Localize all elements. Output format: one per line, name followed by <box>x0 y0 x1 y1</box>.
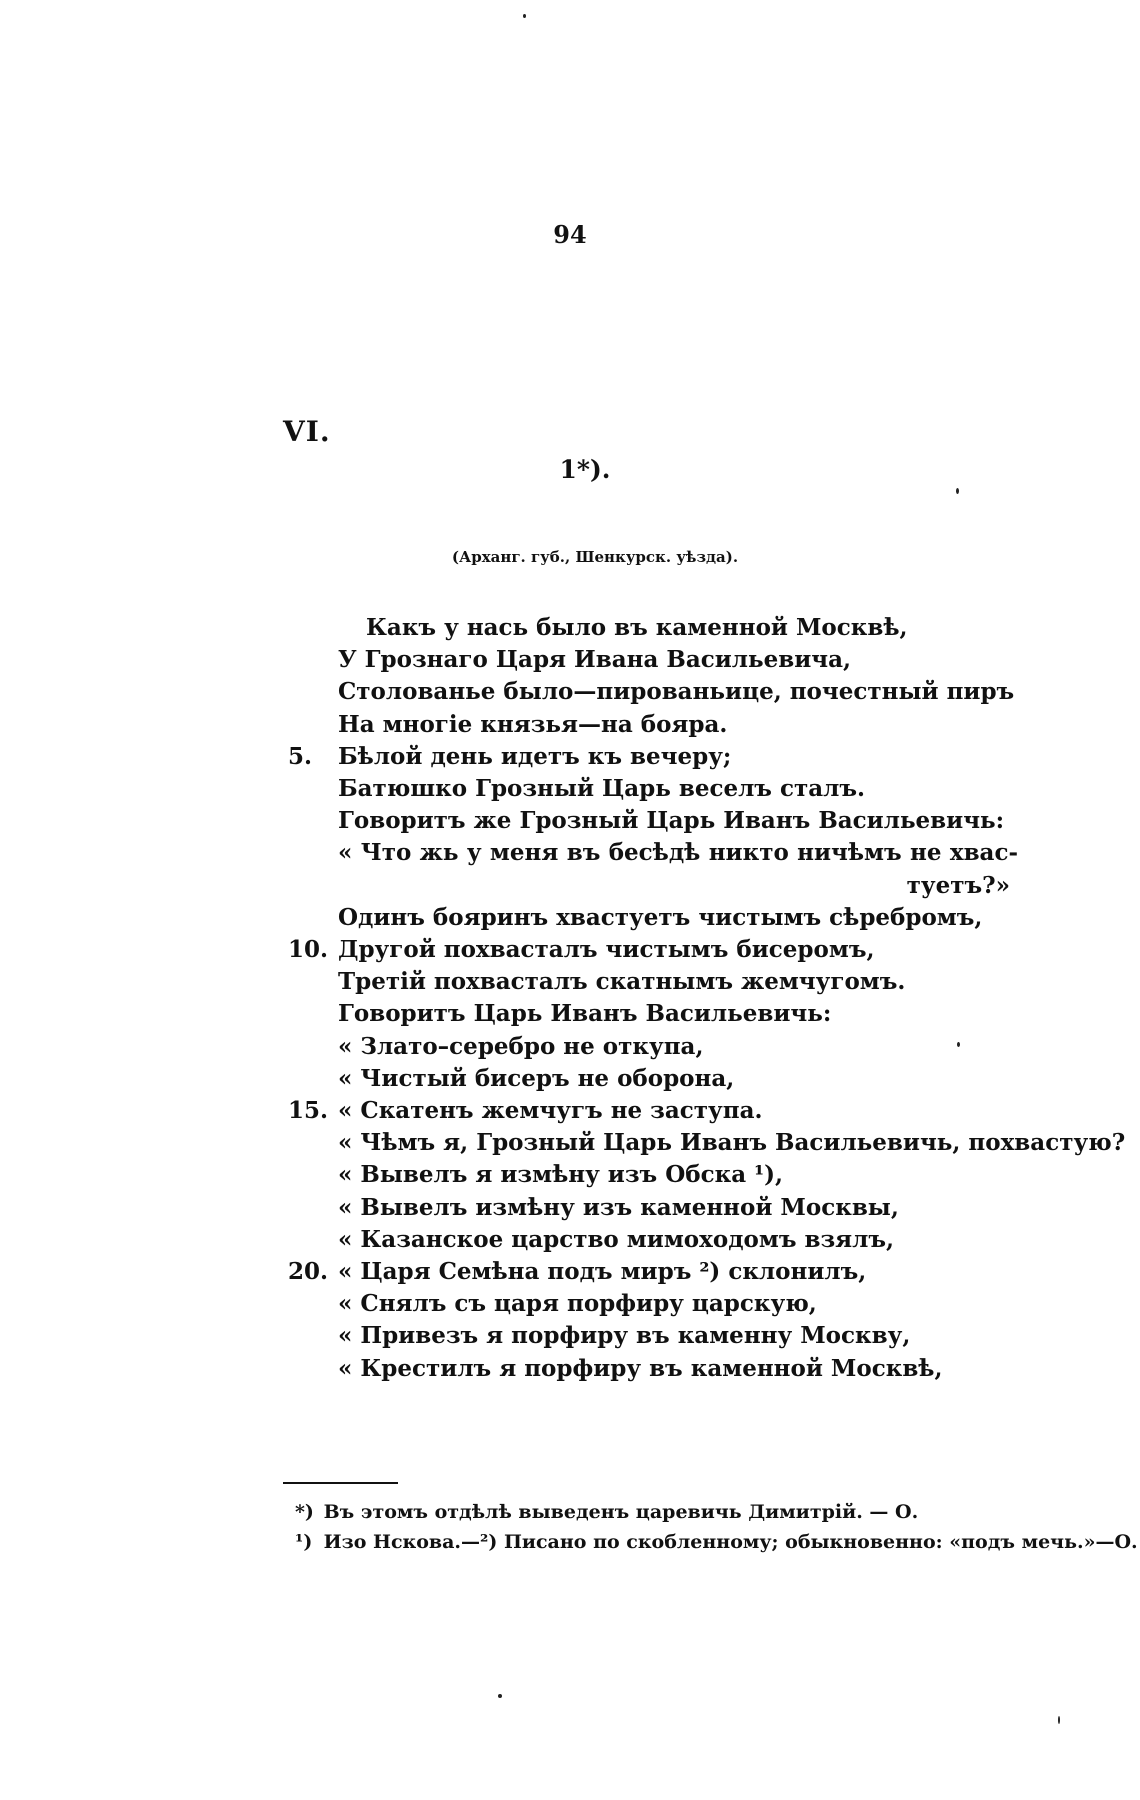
verse-line <box>0 644 1140 676</box>
verse-text: Говоритъ же Грозный Царь Иванъ Васильевичь: <box>338 807 1005 835</box>
verse-line <box>0 1063 1140 1095</box>
poem-number: 1*). <box>559 455 611 484</box>
verse-line <box>0 966 1140 998</box>
verse-text: « Скатенъ жемчугъ не заступа. <box>338 1097 763 1124</box>
section-numeral: VI. <box>283 415 331 448</box>
verse-text: У Грознаго Царя Ивана Васильевича, <box>338 646 852 674</box>
verse-line <box>0 934 1140 966</box>
scan-speck <box>498 1694 502 1698</box>
verse-line-number: 5. <box>288 742 313 770</box>
verse-text: « Злато–серебро не откупа, <box>338 1032 704 1060</box>
verse-text: « Крестилъ я порфиру въ каменной Москвѣ, <box>338 1354 943 1382</box>
verse-text: Одинъ бояринъ хвастуетъ чистымъ сѣребромъ, <box>338 903 983 931</box>
verse-line <box>0 1320 1140 1352</box>
verse-line <box>0 676 1140 708</box>
footnotes <box>295 1497 1138 1557</box>
verse-line <box>0 1127 1140 1159</box>
verse-line-number: 20. <box>288 1258 329 1285</box>
verse-line <box>0 805 1140 837</box>
footnote-rule <box>283 1482 398 1484</box>
scan-speck <box>523 14 526 18</box>
verse-line <box>0 1159 1140 1191</box>
verse-line <box>0 998 1140 1030</box>
verse-text: Третій похвасталъ скатнымъ жемчугомъ. <box>338 968 906 996</box>
verse-text: « Вывелъ измѣну изъ каменной Москвы, <box>338 1193 899 1221</box>
page-number: 94 <box>553 220 587 249</box>
verse-line <box>0 612 1140 644</box>
footnote-text: Въ этомъ отдѣлѣ выведенъ царевичь Димитрій. — О. <box>323 1501 919 1523</box>
verse-line <box>0 1192 1140 1224</box>
scan-speck <box>1058 1716 1060 1724</box>
verse-line <box>0 1224 1140 1256</box>
verse-line <box>0 709 1140 741</box>
verse-text: Говоритъ Царь Иванъ Васильевичь: <box>338 1000 832 1028</box>
footnote-text: Изо Нскова.—²) Писано по скобленному; обыкновенно: «подъ мечь.»—О. <box>323 1531 1138 1553</box>
verse-line <box>0 837 1140 869</box>
verse-text: « Вывелъ я измѣну изъ Обска ¹), <box>338 1161 784 1189</box>
verse-continuation-text: туетъ?» <box>906 871 1010 899</box>
verse-text: Бѣлой день идетъ къ вечеру; <box>338 742 732 770</box>
footnote-mark: ¹) <box>295 1531 313 1553</box>
verse-text: « Чистый бисеръ не оборона, <box>338 1064 735 1092</box>
verse-text: Другой похвасталъ чистымъ бисеромъ, <box>338 936 875 963</box>
verse-text: Батюшко Грозный Царь веселъ сталъ. <box>338 775 865 802</box>
verse-line <box>0 1095 1140 1127</box>
verse-line <box>0 902 1140 934</box>
verse-line-number: 10. <box>288 936 329 963</box>
footnote-mark: *) <box>295 1501 314 1523</box>
footnote <box>295 1527 1138 1557</box>
verse-line <box>0 773 1140 805</box>
verse-line <box>0 1256 1140 1288</box>
verse-text: На многіе князья—на бояра. <box>338 710 728 738</box>
verse-line <box>0 1031 1140 1063</box>
verse-text: Какъ у нась было въ каменной Москвѣ, <box>366 614 908 641</box>
verse-text: « Снялъ съ царя порфиру царскую, <box>338 1290 817 1318</box>
footnote <box>295 1497 1055 1527</box>
scan-speck <box>956 488 959 494</box>
scan-speck <box>957 1042 960 1047</box>
verse-text: « Чѣмъ я, Грозный Царь Иванъ Васильевичь, похвастую? <box>338 1129 1126 1157</box>
verse-text: « Привезъ я порфиру въ каменну Москву, <box>338 1322 911 1350</box>
verse-line <box>0 1288 1140 1320</box>
verse-text: « Казанское царство мимоходомъ взялъ, <box>338 1225 895 1253</box>
verse-line <box>0 1353 1140 1385</box>
verse-line <box>0 741 1140 773</box>
verse-continuation-line <box>0 870 1140 902</box>
verse-line-number: 15. <box>288 1097 329 1124</box>
verse-text: Столованье было—пированьице, почестный пиръ <box>338 678 1015 706</box>
verse-text: « Что жь у меня въ бесѣдѣ никто ничѣмъ не хвас- <box>338 839 1018 867</box>
verse-text: « Царя Семѣна подъ миръ ²) склонилъ, <box>338 1258 867 1285</box>
provenance-note: (Арханг. губ., Шенкурск. уѣзда). <box>451 548 739 566</box>
